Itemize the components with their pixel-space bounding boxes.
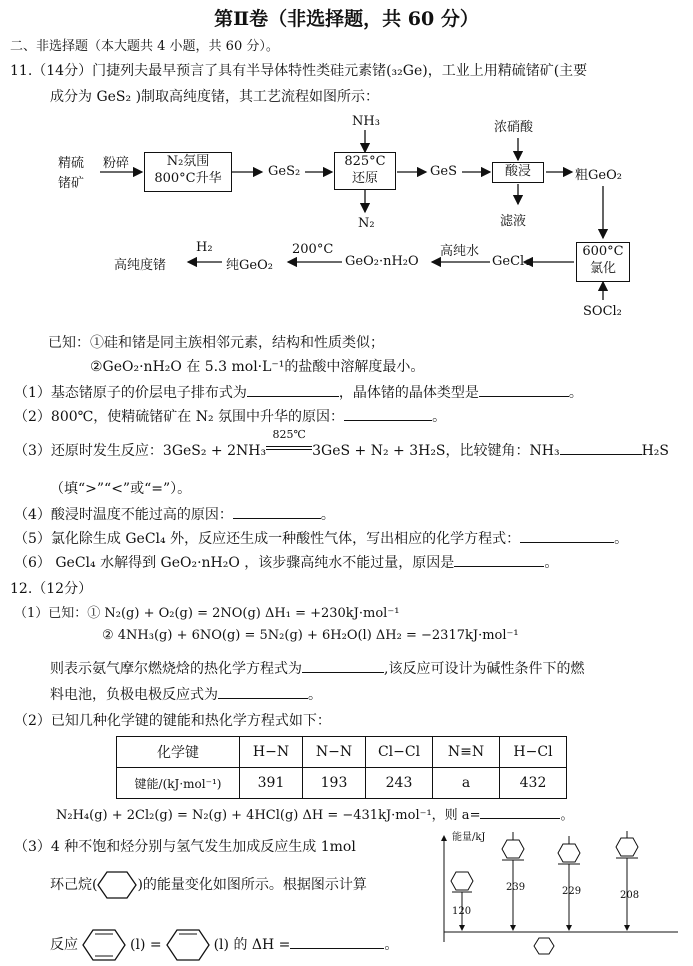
- q11-p2-text-a: （2）800℃，使精硫锗矿在 N₂ 氛围中升华的原因：: [14, 409, 345, 425]
- q11-known1: 已知：①硅和锗是同主族相邻元素，结构和性质类似；: [48, 335, 384, 351]
- q12-given-eq2: ② 4NH₃(g) + 6NO(g) = 5N₂(g) + 6H₂O(l) ΔH₂ = −2317kJ·mol⁻¹: [102, 628, 519, 643]
- bond-energy-table: [116, 736, 567, 799]
- q12-p3-text-c: )的能量变化如图所示。根据图示计算: [137, 877, 367, 893]
- q11-p6-text-b: 。: [544, 555, 559, 571]
- q12-eq-end: 。: [560, 808, 574, 823]
- table-cell: a: [433, 768, 500, 799]
- q11-p3-equals-sign: [266, 446, 312, 450]
- q11-p4-text-b: 。: [320, 507, 335, 523]
- flow-hydrate: GeO₂·nH₂O: [345, 254, 419, 269]
- q11-p4-blank[interactable]: [233, 504, 321, 519]
- q12-part1-line3: [50, 658, 584, 678]
- table-header-cell: 化学键: [117, 737, 240, 768]
- flow-ges: GeS: [430, 164, 457, 179]
- cyclohexane-structure: [97, 870, 137, 900]
- q12-p1-text-f: 。: [308, 687, 322, 703]
- q11-p6-blank[interactable]: [454, 552, 544, 567]
- q11-p3-blank[interactable]: [560, 440, 642, 455]
- table-header-cell: H−N: [240, 737, 303, 768]
- q12-p1-text-e: 料电池，负极电极反应式为: [50, 687, 218, 703]
- q11-part6: [14, 552, 558, 572]
- q11-line2: 成分为 GeS₂ )制取高纯度锗，其工艺流程如图所示：: [50, 89, 380, 105]
- q11-p6-text-a: （6） GeCl₄ 水解得到 GeO₂·nH₂O ，该步骤高纯水不能过量，原因是: [14, 555, 455, 571]
- flow-gecl4: GeCl₄: [492, 254, 530, 269]
- page-title: 第Ⅱ卷（非选择题，共 60 分）: [214, 8, 479, 30]
- q11-p3-text-c: H₂S: [641, 443, 670, 459]
- q12-part3-line1: （3）4 种不饱和烃分别与氢气发生加成反应生成 1mol: [14, 839, 356, 855]
- flow-200c: 200°C: [292, 242, 334, 257]
- flow-nitric-acid: 浓硝酸: [494, 120, 534, 135]
- cyclohexadiene-structure: [82, 928, 126, 962]
- q12-eq-blank[interactable]: [480, 804, 560, 819]
- flow-start-line2: 锗矿: [58, 176, 85, 191]
- q12-p1-blank2[interactable]: [218, 684, 308, 699]
- q11-part4: [14, 504, 335, 524]
- q12-p3-text-d: 反应: [50, 937, 78, 953]
- table-header-cell: N−N: [303, 737, 366, 768]
- flow-box3-label: 酸浸: [504, 164, 531, 179]
- q12-p3-text-g: 。: [384, 937, 399, 953]
- q12-p3-text-b: 环己烷(: [50, 877, 98, 893]
- q11-p3-condition-text: 825℃: [272, 428, 306, 441]
- flow-n2: N₂: [358, 216, 375, 231]
- flow-socl2: SOCl₂: [583, 304, 622, 319]
- q11-p1-text-b: ，晶体锗的晶体类型是: [338, 385, 479, 401]
- flow-box-chlorination: [576, 242, 630, 282]
- flow-h2: H₂: [196, 240, 213, 255]
- q12-part3-line3: [50, 928, 398, 962]
- q11-part5: [14, 528, 628, 548]
- flow-pure-water: 高纯水: [440, 244, 480, 259]
- q12-p1-blank1[interactable]: [302, 658, 384, 673]
- flow-box1-line1: N₂氛围: [166, 154, 210, 169]
- flow-crude-geo2: 粗GeO₂: [575, 168, 622, 183]
- table-cell: 243: [366, 768, 433, 799]
- flow-filtrate: 滤液: [500, 214, 527, 229]
- table-header-cell: N≡N: [433, 737, 500, 768]
- flow-crush-label: 粉碎: [103, 156, 130, 171]
- table-row: [117, 768, 567, 799]
- q12-given-eq1: （1）已知：① N₂(g) + O₂(g) = 2NO(g) ΔH₁ = +230kJ·mol⁻¹: [14, 606, 400, 621]
- q11-p1-text-c: 。: [568, 385, 583, 401]
- q12-eq-text: N₂H₄(g) + 2Cl₂(g) = N₂(g) + 4HCl(g) ΔH = −431kJ·mol⁻¹，则 a=: [56, 808, 481, 823]
- energy-axis-label: 能量/kJ: [452, 832, 486, 843]
- table-row-label: 键能/(kJ·mol⁻¹): [117, 768, 240, 799]
- flow-start-line1: 精硫: [58, 156, 85, 171]
- q12-part3-line2: [50, 870, 367, 900]
- flow-box-sublimation: [144, 152, 232, 192]
- q11-p3-text-a: （3）还原时发生反应：3GeS₂ + 2NH₃: [14, 443, 267, 459]
- q11-p1-blank2[interactable]: [479, 382, 569, 397]
- q11-p2-blank[interactable]: [344, 406, 432, 421]
- flow-box2-line1: 825°C: [344, 154, 386, 169]
- q12-part2-eq: [56, 804, 573, 823]
- flow-ges2: GeS₂: [268, 164, 301, 179]
- q11-part2: [14, 406, 446, 426]
- q12-p3-text-e: (l) =: [130, 937, 162, 953]
- q11-p2-text-b: 。: [432, 409, 447, 425]
- energy-value-1: 120: [452, 906, 472, 917]
- energy-diagram: [438, 830, 688, 960]
- q11-p1-text-a: （1）基态锗原子的价层电子排布式为: [14, 385, 247, 401]
- q11-p3-text-b: 3GeS + N₂ + 3H₂S，比较键角：NH₃: [312, 443, 560, 459]
- q11-p3-condition: [266, 428, 312, 450]
- section-heading: 二、非选择题（本大题共 4 小题，共 60 分）。: [10, 39, 279, 54]
- energy-value-4: 208: [620, 890, 640, 901]
- q11-p4-text-a: （4）酸浸时温度不能过高的原因：: [14, 507, 233, 523]
- q11-line1: 11.（14分）门捷列夫最早预言了具有半导体特性类硅元素锗(₃₂Ge)，工业上用精硫锗矿(主要: [10, 63, 588, 79]
- q11-p1-blank1[interactable]: [247, 382, 339, 397]
- flow-pure-geo2: 纯GeO₂: [226, 258, 273, 273]
- flow-nh3: NH₃: [352, 114, 380, 129]
- flow-box-reduction: [334, 152, 396, 190]
- table-header-cell: H−Cl: [500, 737, 567, 768]
- cyclohexene-structure: [166, 928, 210, 962]
- q11-p5-text-b: 。: [614, 531, 629, 547]
- table-cell: 432: [500, 768, 567, 799]
- q12-part2-intro: （2）已知几种化学键的键能和热化学方程式如下：: [14, 713, 331, 729]
- flow-box1-line2: 800°C升华: [154, 171, 222, 186]
- flow-box4-line1: 600°C: [582, 244, 624, 259]
- q11-known2: ②GeO₂·nH₂O 在 5.3 mol·L⁻¹的盐酸中溶解度最小。: [90, 359, 425, 375]
- q12-p1-text-d: ,该反应可设计为碱性条件下的燃: [384, 661, 585, 677]
- flow-box2-line2: 还原: [351, 171, 378, 186]
- table-header-row: [117, 737, 567, 768]
- q11-part3: [14, 428, 670, 460]
- table-cell: 193: [303, 768, 366, 799]
- energy-value-2: 239: [506, 882, 526, 893]
- flow-box-acid-leach: [492, 162, 544, 183]
- q11-p5-text-a: （5）氯化除生成 GeCl₄ 外，反应还生成一种酸性气体，写出相应的化学方程式：: [14, 531, 521, 547]
- q12-p3-blank[interactable]: [290, 934, 384, 949]
- q11-part1: [14, 382, 583, 402]
- q12-part1-line4: [50, 684, 322, 704]
- table-cell: 391: [240, 768, 303, 799]
- energy-value-3: 229: [562, 886, 582, 897]
- q11-p5-blank[interactable]: [520, 528, 614, 543]
- flow-box4-line2: 氯化: [589, 261, 616, 276]
- q11-p3-hint: （填“>”“<”或“=”）。: [50, 481, 192, 497]
- q12-p3-text-f: (l) 的 ΔH =: [213, 937, 291, 953]
- q12-p1-text-c: 则表示氨气摩尔燃烧焓的热化学方程式为: [50, 661, 302, 677]
- q12-heading: 12.（12分）: [10, 581, 93, 597]
- table-header-cell: Cl−Cl: [366, 737, 433, 768]
- flow-product: 高纯度锗: [114, 258, 167, 273]
